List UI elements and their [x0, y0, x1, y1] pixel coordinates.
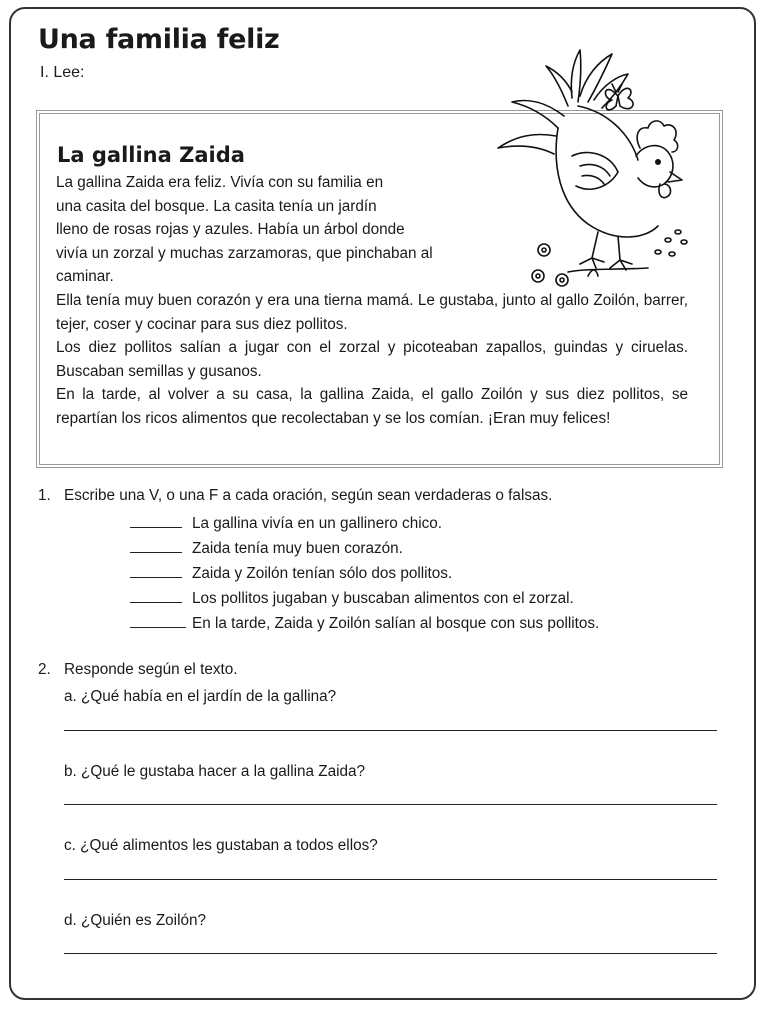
true-false-item [130, 535, 599, 560]
answer-blank[interactable] [130, 610, 186, 628]
answer-line-c[interactable] [64, 879, 717, 880]
true-false-item [130, 560, 599, 585]
true-false-item [130, 510, 599, 535]
question-c: c. ¿Qué alimentos les gustaban a todos ellos? [64, 837, 378, 854]
answer-blank[interactable] [130, 510, 182, 528]
answer-line-d[interactable] [64, 953, 717, 954]
statement-text: Los pollitos jugaban y buscaban alimentos con el zorzal. [192, 590, 574, 607]
read-instruction: I. Lee: [40, 64, 85, 81]
true-false-list [130, 510, 599, 635]
answer-blank[interactable] [130, 535, 182, 553]
statement-text: La gallina vivía en un gallinero chico. [192, 515, 443, 532]
statement-text: En la tarde, Zaida y Zoilón salían al bosque con sus pollitos. [192, 615, 600, 632]
question-a: a. ¿Qué había en el jardín de la gallina? [64, 688, 337, 705]
answer-line-b[interactable] [64, 804, 717, 805]
exercise-1-prompt [38, 487, 552, 505]
true-false-item [130, 610, 599, 635]
story-line: vivía un zorzal y muchas zarzamoras, que pinchaban al [56, 244, 433, 262]
exercise-2-text: Responde según el texto. [64, 661, 238, 678]
story-text [56, 171, 688, 431]
statement-text: Zaida y Zoilón tenían sólo dos pollitos. [192, 565, 453, 582]
story-paragraph: Los diez pollitos salían a jugar con el zorzal y picoteaban zapallos, guindas y ciruelas. Buscaban semillas y gusanos. [56, 339, 688, 380]
statement-text: Zaida tenía muy buen corazón. [192, 540, 403, 557]
true-false-item [130, 585, 599, 610]
page-title: Una familia feliz [38, 24, 280, 55]
story-line: lleno de rosas rojas y azules. Había un árbol donde [56, 221, 405, 239]
story-title: La gallina Zaida [57, 143, 245, 167]
question-b: b. ¿Qué le gustaba hacer a la gallina Zaida? [64, 763, 366, 780]
exercise-1-text: Escribe una V, o una F a cada oración, según sean verdaderas o falsas. [64, 487, 553, 504]
exercise-2-prompt [38, 661, 238, 679]
story-paragraph: Ella tenía muy buen corazón y era una tierna mamá. Le gustaba, junto al gallo Zoilón, barrer, tejer, coser y cocinar para sus diez pollitos. [56, 291, 688, 333]
answer-blank[interactable] [130, 560, 182, 578]
answer-line-a[interactable] [64, 730, 717, 731]
exercise-1-number: 1. [38, 487, 51, 504]
answer-blank[interactable] [130, 585, 182, 603]
question-d: d. ¿Quién es Zoilón? [64, 912, 206, 929]
story-line: una casita del bosque. La casita tenía un jardín [56, 197, 377, 215]
story-paragraph: En la tarde, al volver a su casa, la gallina Zaida, el gallo Zoilón y sus diez pollitos, se repartían los ricos alimentos que recolectaban y se los comían. ¡Eran muy felices! [56, 386, 688, 427]
story-line: caminar. [56, 268, 114, 286]
exercise-2-number: 2. [38, 661, 51, 678]
story-line: La gallina Zaida era feliz. Vivía con su familia en [56, 174, 384, 191]
